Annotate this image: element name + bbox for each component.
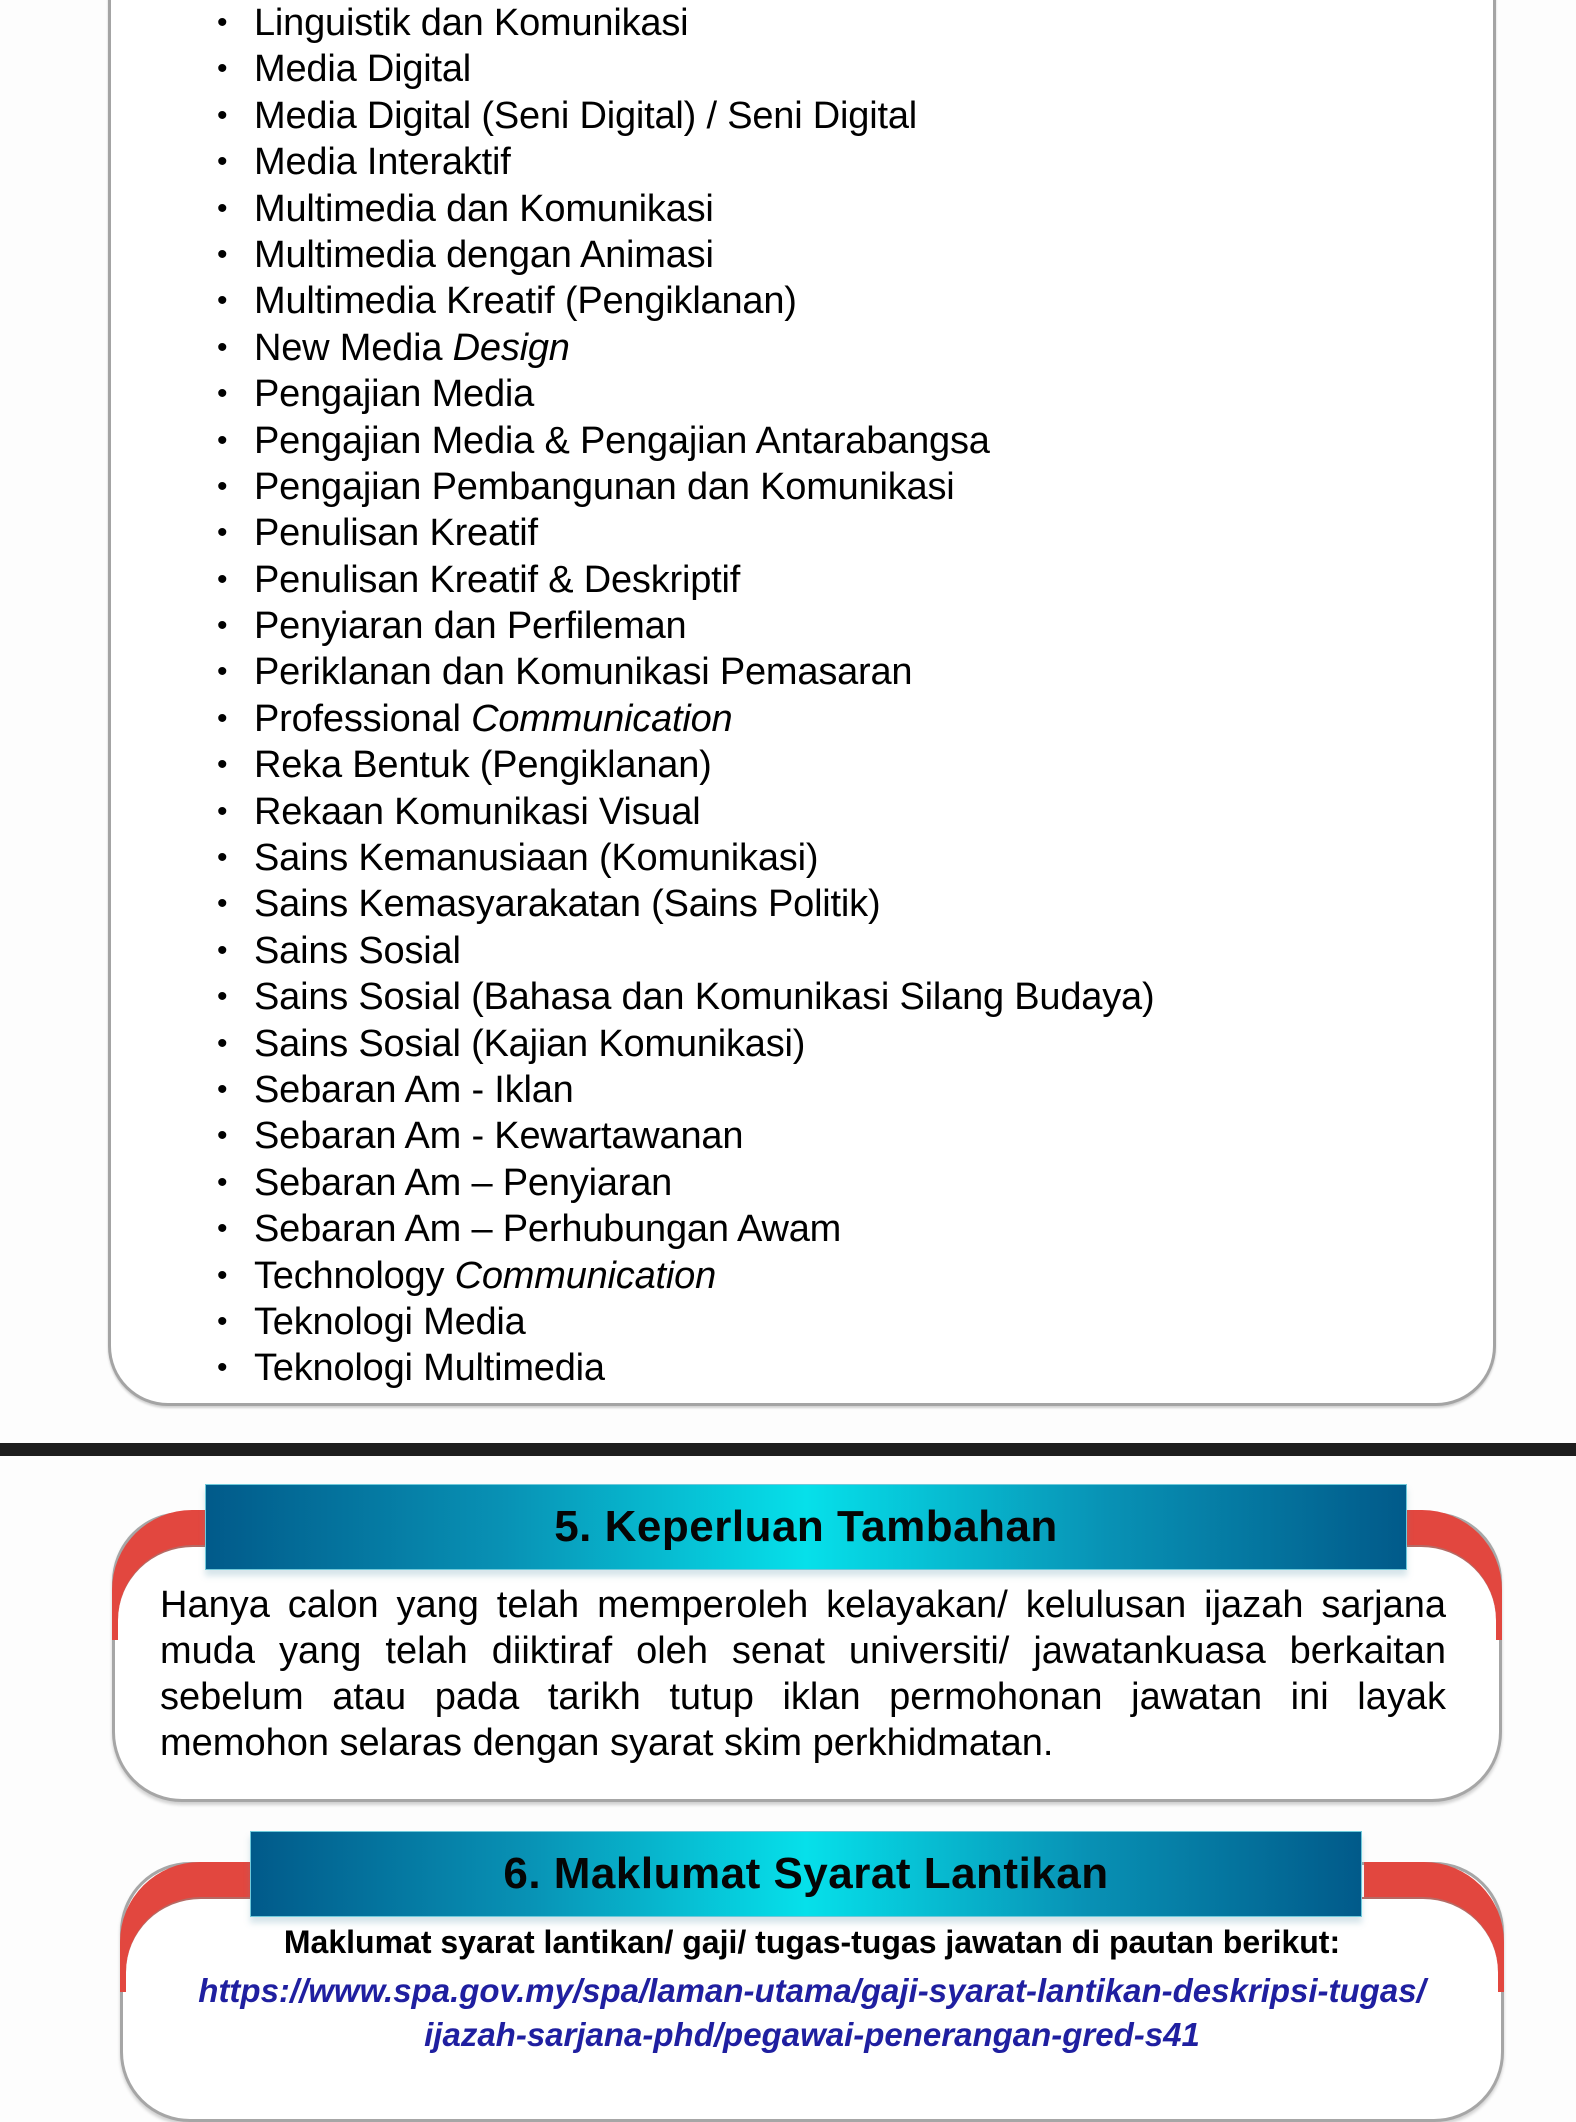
list-item bbox=[214, 510, 1154, 556]
bullet-icon: • bbox=[217, 284, 228, 318]
bullet-icon: • bbox=[217, 516, 228, 550]
list-item bbox=[214, 742, 1154, 788]
bullet-icon: • bbox=[217, 1119, 228, 1153]
list-item bbox=[214, 881, 1154, 927]
section-6-info: Maklumat syarat lantikan/ gaji/ tugas-tugas jawatan di pautan berikut: bbox=[283, 1924, 1341, 1960]
list-item bbox=[214, 418, 1154, 464]
section-5-body: Hanya calon yang telah memperoleh kelayakan/ kelulusan ijazah sarjana muda yang telah diiktiraf oleh senat universiti/ jawatankuasa berkaitan sebelum atau pada tarikh tutup iklan permohonan jawatan ini layak memohon selaras dengan syarat skim perkhidmatan. bbox=[160, 1584, 1446, 1764]
bullet-icon: • bbox=[217, 701, 228, 735]
bullet-icon: • bbox=[217, 1165, 228, 1199]
bullet-icon: • bbox=[217, 1072, 228, 1106]
bullet-icon: • bbox=[217, 794, 228, 828]
section-6-title: 6. Maklumat Syarat Lantikan bbox=[503, 1849, 1109, 1898]
list-item-text: Penulisan Kreatif bbox=[254, 512, 538, 555]
list-item-text: Periklanan dan Komunikasi Pemasaran bbox=[254, 651, 913, 694]
list-item bbox=[214, 974, 1154, 1020]
list-item bbox=[214, 1067, 1154, 1113]
bullet-icon: • bbox=[217, 377, 228, 411]
bullet-icon: • bbox=[217, 1026, 228, 1060]
list-item-text: Sebaran Am - Iklan bbox=[254, 1068, 574, 1111]
page-divider bbox=[0, 1443, 1576, 1456]
list-item bbox=[214, 186, 1154, 232]
bullet-icon: • bbox=[217, 330, 228, 364]
list-item-text: Multimedia dengan Animasi bbox=[254, 233, 714, 276]
bullet-icon: • bbox=[217, 1304, 228, 1338]
bullet-icon: • bbox=[217, 191, 228, 225]
qualification-list bbox=[214, 0, 1154, 1392]
list-item bbox=[214, 464, 1154, 510]
list-item-text: Penulisan Kreatif & Deskriptif bbox=[254, 558, 741, 601]
list-item-text: New Media bbox=[254, 326, 453, 369]
list-item-text: Sains Kemanusiaan (Komunikasi) bbox=[254, 837, 819, 880]
section-5-title: 5. Keperluan Tambahan bbox=[554, 1502, 1058, 1551]
list-item bbox=[214, 1206, 1154, 1252]
list-item-text: Sebaran Am - Kewartawanan bbox=[254, 1115, 744, 1158]
bullet-icon: • bbox=[217, 1258, 228, 1292]
list-item-text: Multimedia Kreatif (Pengiklanan) bbox=[254, 280, 797, 323]
list-item bbox=[214, 232, 1154, 278]
list-item bbox=[214, 1021, 1154, 1067]
list-item bbox=[214, 603, 1154, 649]
bullet-icon: • bbox=[217, 423, 228, 457]
list-item bbox=[214, 1345, 1154, 1391]
list-item bbox=[214, 325, 1154, 371]
list-item-text: Penyiaran dan Perfileman bbox=[254, 605, 687, 648]
list-item bbox=[214, 1113, 1154, 1159]
list-item-italic-text: Communication bbox=[454, 1254, 717, 1297]
list-item bbox=[214, 557, 1154, 603]
list-item-text: Teknologi Multimedia bbox=[254, 1347, 605, 1390]
section-5-banner bbox=[205, 1484, 1407, 1570]
list-item-text: Reka Bentuk (Pengiklanan) bbox=[254, 744, 712, 787]
list-item-text: Sebaran Am – Perhubungan Awam bbox=[254, 1208, 842, 1251]
bullet-icon: • bbox=[217, 237, 228, 271]
bullet-icon: • bbox=[217, 52, 228, 86]
bullet-icon: • bbox=[217, 1351, 228, 1385]
list-item-text: Media Digital bbox=[254, 48, 472, 91]
list-item-italic-text: Communication bbox=[471, 697, 733, 740]
list-item-text: Media Interaktif bbox=[254, 141, 511, 184]
bullet-icon: • bbox=[217, 98, 228, 132]
spa-link-line-1[interactable]: https://www.spa.gov.my/spa/laman-utama/gaji-syarat-lantikan-deskripsi-tugas/ bbox=[198, 1972, 1426, 2009]
list-item bbox=[214, 1253, 1154, 1299]
list-item-text: Linguistik dan Komunikasi bbox=[254, 2, 689, 44]
list-item bbox=[214, 371, 1154, 417]
list-item bbox=[214, 1299, 1154, 1345]
list-item bbox=[214, 928, 1154, 974]
list-item bbox=[214, 835, 1154, 881]
list-item-text: Sains Kemasyarakatan (Sains Politik) bbox=[254, 883, 881, 926]
list-item bbox=[214, 278, 1154, 324]
list-item-italic-text: Design bbox=[452, 326, 570, 369]
bullet-icon: • bbox=[217, 980, 228, 1014]
list-item-text: Teknologi Media bbox=[254, 1300, 526, 1343]
bullet-icon: • bbox=[217, 933, 228, 967]
list-item bbox=[214, 139, 1154, 185]
bullet-icon: • bbox=[217, 6, 228, 39]
list-item-text: Technology bbox=[254, 1254, 455, 1297]
list-item bbox=[214, 649, 1154, 695]
list-item-text: Sains Sosial bbox=[254, 929, 461, 972]
list-item-text: Sebaran Am – Penyiaran bbox=[254, 1161, 673, 1204]
list-item bbox=[214, 1160, 1154, 1206]
list-item-text: Rekaan Komunikasi Visual bbox=[254, 790, 701, 833]
bullet-icon: • bbox=[217, 887, 228, 921]
list-item bbox=[214, 789, 1154, 835]
section-6-banner bbox=[250, 1831, 1362, 1917]
bullet-icon: • bbox=[217, 655, 228, 689]
list-item-text: Professional bbox=[254, 697, 472, 740]
bullet-icon: • bbox=[217, 609, 228, 643]
list-item-text: Pengajian Media & Pengajian Antarabangsa bbox=[254, 419, 990, 462]
spa-link-line-2[interactable]: ijazah-sarjana-phd/pegawai-penerangan-gred-s41 bbox=[424, 2016, 1200, 2053]
bullet-icon: • bbox=[217, 748, 228, 782]
list-item bbox=[214, 0, 1154, 46]
list-item-text: Sains Sosial (Bahasa dan Komunikasi Silang Budaya) bbox=[254, 976, 1155, 1019]
bullet-icon: • bbox=[217, 469, 228, 503]
list-item-text: Media Digital (Seni Digital) / Seni Digital bbox=[254, 94, 918, 137]
list-item bbox=[214, 46, 1154, 92]
list-item-text: Sains Sosial (Kajian Komunikasi) bbox=[254, 1022, 806, 1065]
bullet-icon: • bbox=[217, 841, 228, 875]
list-item bbox=[214, 696, 1154, 742]
list-item-text: Pengajian Media bbox=[254, 373, 535, 416]
bullet-icon: • bbox=[217, 145, 228, 179]
bullet-icon: • bbox=[217, 562, 228, 596]
bullet-icon: • bbox=[217, 1212, 228, 1246]
list-item bbox=[214, 93, 1154, 139]
list-item-text: Multimedia dan Komunikasi bbox=[254, 187, 714, 230]
list-item-text: Pengajian Pembangunan dan Komunikasi bbox=[254, 465, 955, 508]
